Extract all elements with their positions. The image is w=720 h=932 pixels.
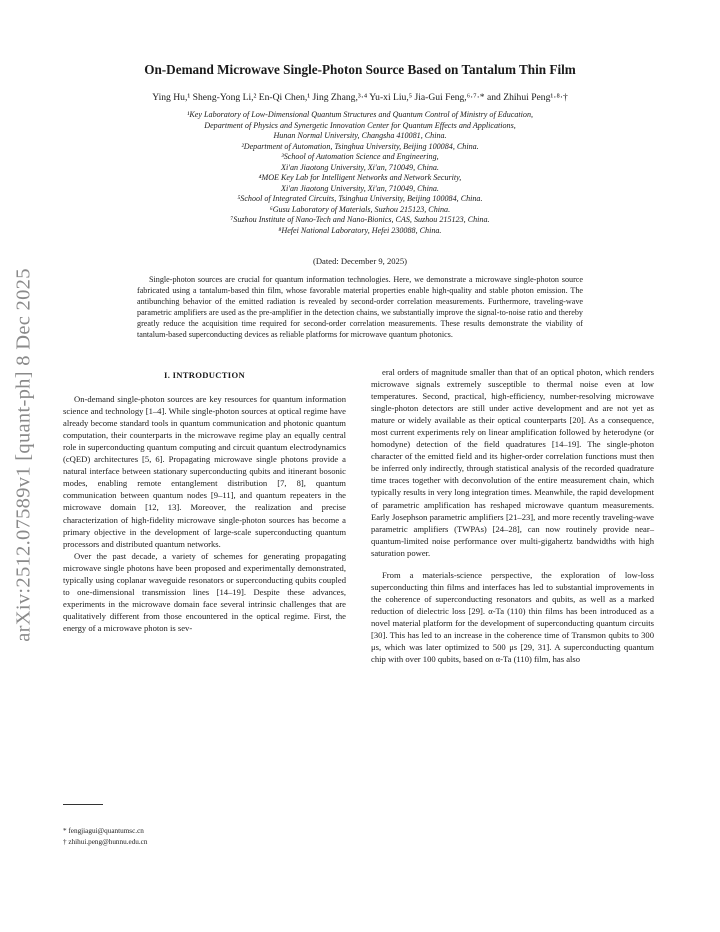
abstract [137, 274, 583, 341]
right-column [371, 366, 654, 665]
affiliation-line: ⁷Suzhou Institute of Nano-Tech and Nano-Bionics, CAS, Suzhou 215123, China. [230, 215, 490, 224]
affiliation-line: ²Department of Automation, Tsinghua University, Beijing 100084, China. [241, 141, 479, 151]
author-list: Ying Hu,¹ Sheng-Yong Li,² En-Qi Chen,¹ Jing Zhang,³·⁴ Yu-xi Liu,⁵ Jia-Gui Feng,⁶·⁷·* and Zhihui Peng¹·⁸·† [152, 92, 568, 103]
section-heading: I. INTRODUCTION [164, 370, 245, 380]
affiliation-line: Xi'an Jiaotong University, Xi'an, 710049, China. [281, 162, 439, 172]
affiliation-line: ⁸Hefei National Laboratory, Hefei 230088, China. [278, 225, 442, 235]
affiliation-line: Hunan Normal University, Changsha 410081, China. [273, 131, 447, 140]
body-paragraph: eral orders of magnitude smaller than that of an optical photon, which renders microwave signals extremely susceptible to thermal noise even at low temperatures. Second, practical, high-efficiency, number-resolving microwave single-photon detectors are still under active development and are not yet as mature or widely available as their optical counterparts [20]. As a consequence, most current experiments rely on linear amplification followed by heterodyne (or homodyne) detection of the field quadratures [14–19]. The single-photon character of the emitted field and its higher-order correlation functions must then be inferred only indirectly, through statistical analysis of the recorded quadrature time traces together with deconvolution of the entire measurement chain, which typically results in very long integration times. Meanwhile, the rapid development of parametric amplification has reshaped microwave quantum measurements. Early Josephson parametric amplifiers [21–23], and more recently traveling-wave parametric amplifiers (TWPAs) [24–28], can now routinely provide near–quantum-limited noise performance over multi-gigahertz bandwidths with high saturation power. [371, 367, 654, 558]
affiliation-line: ¹Key Laboratory of Low-Dimensional Quantum Structures and Quantum Control of Ministry of Education, [186, 110, 534, 119]
left-column [63, 366, 346, 634]
affiliations [60, 110, 660, 236]
arxiv-side-identifier [8, 255, 40, 655]
affiliation-line: ⁶Gusu Laboratory of Materials, Suzhou 215123, China. [269, 204, 451, 214]
affiliation-line: ⁴MOE Key Lab for Intelligent Networks and Network Security, [258, 173, 462, 182]
footnotes [63, 826, 346, 847]
affiliation-line: Department of Physics and Synergetic Innovation Center for Quantum Effects and Applications, [204, 120, 516, 130]
footnote-rule [63, 804, 103, 805]
affiliation-line: ⁵School of Integrated Circuits, Tsinghua University, Beijing 100084, China. [237, 194, 483, 203]
paper-title: On-Demand Microwave Single-Photon Source Based on Tantalum Thin Film [144, 62, 576, 77]
body-paragraph: Over the past decade, a variety of schemes for generating propagating microwave single photons have been proposed and experimentally demonstrated, typically using coplanar waveguide resonators or superconducting qubits coupled to one-dimensional transmission lines [14–19]. Despite these advances, experiments in the microwave domain face several intrinsic challenges that are qualitatively different from those encountered in the optical regime. First, the energy of a microwave photon is sev- [63, 550, 346, 633]
affiliation-line: ³School of Automation Science and Engineering, [281, 152, 439, 161]
body-paragraph: From a materials-science perspective, the exploration of low-loss superconducting thin films and interfaces has led to substantial improvements in the coherence of superconducting resonators and qubits, as well as a marked reduction of dielectric loss [29]. α-Ta (110) thin films has been introduced as a novel material platform for the development of superconducting quantum circuits [30]. This has led to an increase in the coherence time of Transmon qubits to 300 μs, which was later optimized to 500 μs [29, 31]. A superconducting quantum chip with over 100 qubits, based on α-Ta (110) film, has also [371, 569, 654, 665]
footnote-email[interactable]: † zhihui.peng@hunnu.edu.cn [63, 837, 148, 846]
affiliation-line: Xi'an Jiaotong University, Xi'an, 710049, China. [281, 183, 439, 193]
arxiv-identifier-text: arXiv:2512.07589v1 [quant-ph] 8 Dec 2025 [12, 268, 35, 642]
footnote-email[interactable]: * fengjiagui@quantumsc.cn [63, 827, 144, 835]
abstract-text: Single-photon sources are crucial for quantum information technologies. Here, we demonstrate a microwave single-photon source fabricated using a tantalum-based thin film, whose favorable material properties enable high-quality and stable photon emission. The antibunching behavior of the emitted radiation is revealed by second-order correlation measurements. Furthermore, traveling-wave parametric amplifiers are used as the pre-amplifier in the detection chains, we substantially improve the signal-to-noise ratio and thereby greatly reduce the acquisition time required for second-order correlation measurements. These results demonstrate the viability of tantalum-based superconducting devices as reliable platforms for microwave quantum photonics. [137, 275, 583, 340]
date-line: (Dated: December 9, 2025) [312, 256, 407, 266]
body-paragraph: On-demand single-photon sources are key resources for quantum information science and technology [1–4]. While single-photon sources at optical regime have already become standard tools in quantum communication and photonic quantum computation, their counterparts in the microwave regime play an equally central role in superconducting quantum computing and circuit quantum electrodynamics (cQED) architectures [5, 6]. Propagating microwave single photons provide a natural interface between stationary superconducting qubits and itinerant bosonic modes, enabling remote entanglement distribution [7, 8], quantum communication between quantum nodes [9–11], and quantum repeaters in the microwave domain [12, 13]. Moreover, the realization and precise characterization of high-fidelity microwave single-photon sources has become a primary objective in the development of large-scale superconducting quantum processors and distributed quantum networks. [63, 394, 346, 549]
